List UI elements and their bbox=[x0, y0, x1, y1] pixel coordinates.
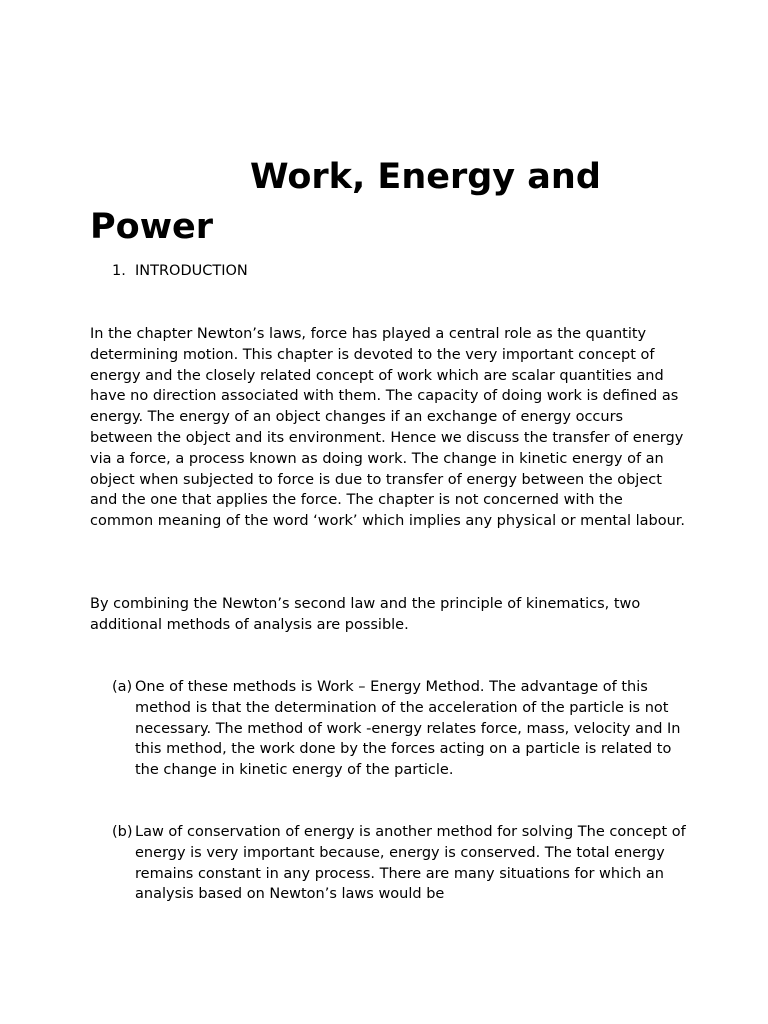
section-number: 1. bbox=[112, 263, 126, 279]
list-item-text: Law of conservation of energy is another method for solving The concept of energy is very important because, energy is conserved. The total energy remains constant in any process. There are many situations for which an analysis based on Newton’s laws would be bbox=[135, 824, 686, 903]
list-item bbox=[112, 822, 690, 905]
document-title: Work, Energy and Power bbox=[90, 157, 601, 247]
list-item-marker: (b) bbox=[112, 824, 133, 840]
section-heading bbox=[112, 261, 248, 281]
list-item-marker: (a) bbox=[112, 679, 133, 695]
list-item bbox=[112, 677, 690, 781]
methods-paragraph: By combining the Newton’s second law and the principle of kinematics, two additional methods of analysis are possible. bbox=[90, 596, 641, 633]
intro-paragraph: In the chapter Newton’s laws, force has played a central role as the quantity determining motion. This chapter is devoted to the very important concept of energy and the closely related concept of work which are scalar quantities and have no direction associated with them. The capacity of doing work is defined as energy. The energy of an object changes if an exchange of energy occurs between the object and its environment. Hence we discuss the transfer of energy via a force, a process known as doing work. The change in kinetic energy of an object when subjected to force is due to transfer of energy between the object and the one that applies the force. The chapter is not concerned with the common meaning of the word ‘work’ which implies any physical or mental labour. bbox=[90, 326, 686, 530]
list-item-text: One of these methods is Work – Energy Method. The advantage of this method is that the determination of the acceleration of the particle is not necessary. The method of work -energy relates force, mass, velocity and In this method, the work done by the forces acting on a particle is related to the change in kinetic energy of the particle. bbox=[135, 679, 681, 779]
section-heading-text: INTRODUCTION bbox=[135, 263, 248, 279]
